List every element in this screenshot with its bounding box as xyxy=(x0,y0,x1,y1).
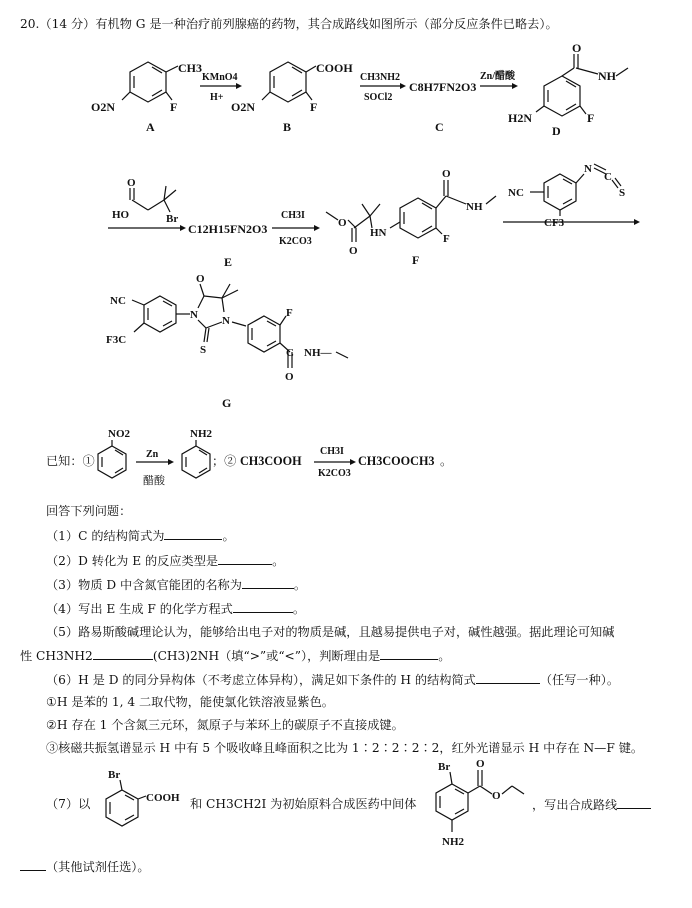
label-f: F xyxy=(412,253,420,267)
molecule-d xyxy=(508,41,628,138)
n-label: N xyxy=(190,309,198,321)
label-e: E xyxy=(224,255,233,269)
bromo-acid-reagent xyxy=(112,177,178,225)
formula-c: C8H7FN2O3 xyxy=(409,80,477,94)
f-label: F xyxy=(310,100,318,114)
o-label: O xyxy=(442,168,451,180)
reagent-k2co3: K2CO3 xyxy=(279,236,312,247)
f-label: F xyxy=(443,233,450,245)
known-reaction-1 xyxy=(98,428,213,487)
q3: （3）物质 D 中含氮官能团的名称为 。 xyxy=(46,578,307,592)
reagent-ch3nh2: CH3NH2 xyxy=(360,72,400,83)
q7-c: ，写出合成路线 xyxy=(532,796,651,813)
reagent-socl2: SOCl2 xyxy=(364,92,393,103)
o-label: O xyxy=(476,758,485,770)
known-reaction-2 xyxy=(314,446,356,479)
ho-label: HO xyxy=(112,209,130,221)
known-prefix: 已知：① xyxy=(46,454,95,468)
q7-starting-material xyxy=(106,769,180,826)
ch3-label: CH3 xyxy=(178,61,202,75)
o-label: O xyxy=(196,273,205,285)
reagent-ch3i: CH3I xyxy=(281,210,305,221)
f-label: F xyxy=(170,100,178,114)
q6-condition-3: ③核磁共振氢谱显示 H 中有 5 个吸收峰且峰面积之比为 1∶2∶2∶2∶2，红外光谱显示 H 中存在 N—F 键。 xyxy=(46,741,644,755)
nc-label: NC xyxy=(110,295,126,307)
q6-condition-1: ①H 是苯的 1, 4 二取代物，能使氯化铁溶液显紫色。 xyxy=(46,695,334,709)
known-end: 。 xyxy=(440,454,453,468)
reagent-acid: 醋酸 xyxy=(143,475,165,487)
nh-label: NH xyxy=(466,201,483,213)
q7-b: 和 CH3CH2I 为初始原料合成医药中间体 xyxy=(190,797,417,811)
s-label: S xyxy=(619,187,626,199)
formula-e: C12H15FN2O3 xyxy=(188,222,268,236)
q7-a: （7）以 xyxy=(46,797,91,811)
q2: （2）D 转化为 E 的反应类型是 。 xyxy=(46,554,285,568)
q7-end: （其他试剂任选）。 xyxy=(20,858,150,875)
n-label: N xyxy=(222,315,230,327)
molecule-b xyxy=(231,61,353,134)
f-label: F xyxy=(587,111,595,125)
f-label: F xyxy=(286,307,293,319)
no2-label: NO2 xyxy=(108,428,130,440)
q3-blank[interactable] xyxy=(242,576,294,589)
s-label: S xyxy=(200,344,207,356)
reagent-zn: Zn xyxy=(146,449,159,460)
nh2-label: NH2 xyxy=(442,836,464,848)
q1-blank[interactable] xyxy=(164,527,222,540)
nc-label: NC xyxy=(508,187,524,199)
q6-condition-2: ②H 存在 1 个含氮三元环，氮原子与苯环上的碳原子不直接成键。 xyxy=(46,718,404,732)
label-a: A xyxy=(146,120,155,134)
q7-target xyxy=(436,758,524,848)
n-label: N xyxy=(584,163,592,175)
br-label: Br xyxy=(438,761,451,773)
q5-blank-2[interactable] xyxy=(380,647,438,660)
q7-blank-1[interactable] xyxy=(617,796,651,809)
q5-line1: （5）路易斯酸碱理论认为，能够给出电子对的物质是碱，且越易提供电子对，碱性越强。据此理论可知碱 xyxy=(46,625,615,639)
o-label: O xyxy=(492,790,501,802)
known-r2-left: CH3COOH xyxy=(240,454,302,468)
question-header: 20.（14 分）有机物 G 是一种治疗前列腺癌的药物，其合成路线如图所示（部分反应条件已略去）。 xyxy=(20,17,558,31)
label-d: D xyxy=(552,124,561,138)
reagent-hplus: H+ xyxy=(210,92,224,103)
molecule-f xyxy=(326,168,496,267)
cooh-label: COOH xyxy=(146,792,180,804)
label-b: B xyxy=(283,120,292,134)
o-label: O xyxy=(338,217,347,229)
o2n-label: O2N xyxy=(91,100,115,114)
reagent-ch3i: CH3I xyxy=(320,446,344,457)
q7-blank-2[interactable] xyxy=(20,858,46,871)
nh2-label: NH2 xyxy=(190,428,212,440)
q1: （1）C 的结构简式为 。 xyxy=(46,529,235,543)
isothiocyanate-reagent xyxy=(508,163,625,229)
o2n-label: O2N xyxy=(231,100,255,114)
q4-blank[interactable] xyxy=(233,600,293,613)
br-label: Br xyxy=(108,769,121,781)
hn-label: HN xyxy=(370,227,387,239)
o-label: O xyxy=(572,41,582,55)
nh-dash-label: NH— xyxy=(304,347,332,359)
q5-blank-1[interactable] xyxy=(93,647,153,660)
cooh-label: COOH xyxy=(316,61,353,75)
q4: （4）写出 E 生成 F 的化学方程式 。 xyxy=(46,602,306,616)
o-label: O xyxy=(127,177,136,189)
q5-line2: 性 CH3NH2 (CH3)2NH（填“>”或“<”），判断理由是 。 xyxy=(20,649,451,663)
questions-intro: 回答下列问题： xyxy=(46,504,132,518)
q2-blank[interactable] xyxy=(218,552,272,565)
c-label: C xyxy=(604,171,612,183)
nh-label: NH xyxy=(598,69,616,83)
c-label: C xyxy=(286,347,294,359)
br-label: Br xyxy=(166,213,179,225)
label-c: C xyxy=(435,120,444,134)
reagent-zn-acid: Zn/醋酸 xyxy=(480,71,516,82)
o-label: O xyxy=(349,245,358,257)
label-g: G xyxy=(222,396,232,410)
q6-line1: （6）H 是 D 的同分异构体（不考虑立体异构），满足如下条件的 H 的结构简式 （任写一种）。 xyxy=(46,673,620,687)
o-label: O xyxy=(285,371,294,383)
known-r2-right: CH3COOCH3 xyxy=(358,454,435,468)
cf3-label: CF3 xyxy=(544,217,565,229)
q6-blank[interactable] xyxy=(476,671,540,684)
f3c-label: F3C xyxy=(106,334,127,346)
molecule-g xyxy=(106,273,348,410)
reagent-kmno4: KMnO4 xyxy=(202,72,238,83)
known-sep: ；② xyxy=(212,454,237,468)
molecule-a xyxy=(91,61,202,134)
reagent-k2co3: K2CO3 xyxy=(318,468,351,479)
h2n-label: H2N xyxy=(508,111,532,125)
